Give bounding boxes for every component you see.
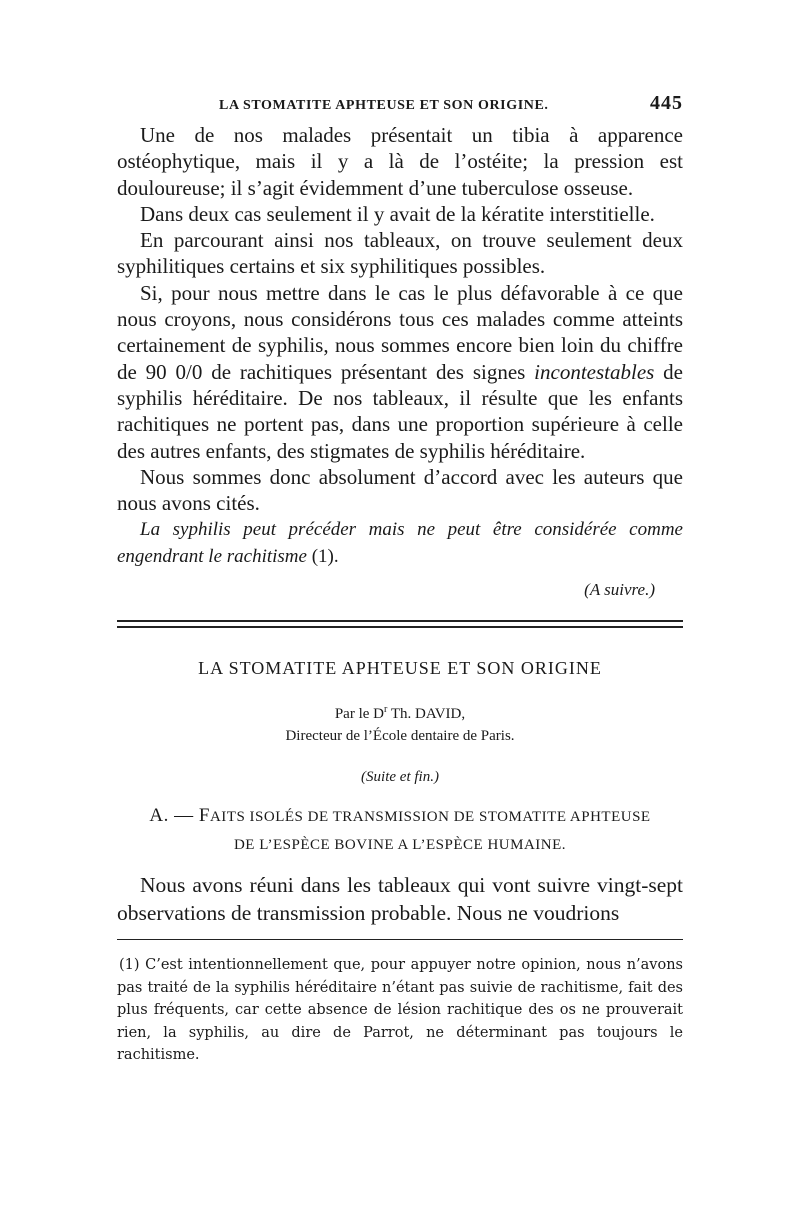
author-affiliation: Directeur de l’École dentaire de Paris.	[285, 728, 515, 745]
section-heading-rest: AITS ISOLÉS DE TRANSMISSION DE STOMATITE APHTEUSE	[209, 809, 651, 826]
article-title: LA STOMATITE APHTEUSE ET SON ORIGINE	[198, 658, 602, 679]
paragraph-si-after: de syphilis héréditaire. De nos tableaux, il résulte que les enfants rachitiques ne portent pas, dans une proportion supérieure à celle des autres enfants, des stigmates de syphilis héréditaire.	[117, 359, 683, 463]
section-heading-line-2: DE L’ESPÈCE BOVINE A L’ESPÈCE HUMAINE.	[233, 837, 567, 854]
footnote	[117, 954, 683, 1067]
conclusion-italic: La syphilis peut précéder mais ne peut être considérée comme engendrant le rachitisme	[117, 519, 683, 568]
byline-prefix: Par le D	[334, 706, 384, 723]
paragraph-osteite: Une de nos malades présentait un tibia à apparence ostéophytique, mais il y a là de l’ostéite; la pression est douloureuse; il s’agit évidemment d’une tuberculose osseuse.	[117, 123, 683, 200]
footnote-text: (1) C’est intentionnellement que, pour appuyer notre opinion, nous n’avons pas traité de la syphilis héréditaire n’étant pas suivie de rachitisme, fait des plus fréquents, car cette absence de lésion rachitique des os ne prouverait rien, la syphilis, au dire de Parrot, ne déterminant pas toujours le rachitisme.	[117, 957, 683, 1064]
conclusion	[117, 516, 683, 570]
running-head-title: LA STOMATITE APHTEUSE ET SON ORIGINE.	[219, 98, 549, 113]
suite-et-fin: (Suite et fin.)	[361, 769, 439, 786]
paragraph-si-before: Si, pour nous mettre dans le cas le plus défavorable à ce que nous croyons, nous considérons tous ces malades comme atteints certainement de syphilis, nous sommes encore bien loin du chiffre de 90 0/0 de rachitiques présentant des signes	[117, 280, 683, 384]
footnote-rule	[117, 939, 683, 940]
section-heading-line-1	[117, 802, 683, 831]
footnote-reference: (1).	[306, 546, 339, 568]
section-body	[117, 871, 683, 927]
italic-incontestables: incontestables	[534, 359, 655, 384]
byline	[117, 699, 683, 747]
paragraph-observations: Nous avons réuni dans les tableaux qui vont suivre vingt-sept observations de transmission probable. Nous ne voudrions	[117, 873, 683, 926]
author-name: Th. DAVID,	[387, 706, 466, 723]
running-head	[117, 92, 683, 122]
paragraph-keratite: Dans deux cas seulement il y avait de la kératite interstitielle.	[140, 201, 655, 226]
a-suivre: (A suivre.)	[584, 580, 655, 600]
paragraph-accord: Nous sommes donc absolument d’accord avec les auteurs que nous avons cités.	[117, 464, 683, 516]
section-heading-initial: A. — F	[149, 805, 210, 827]
section-heading	[117, 802, 683, 859]
article-separator	[117, 620, 683, 628]
paragraph-tableaux: En parcourant ainsi nos tableaux, on trouve seulement deux syphilitiques certains et six syphilitiques possibles.	[117, 228, 683, 279]
paragraph-syphilis	[117, 280, 683, 464]
body-text	[117, 122, 683, 516]
author-line	[117, 699, 683, 725]
byline-sup: r	[384, 704, 388, 716]
page-number: 445	[650, 92, 683, 114]
book-page	[117, 92, 683, 1067]
